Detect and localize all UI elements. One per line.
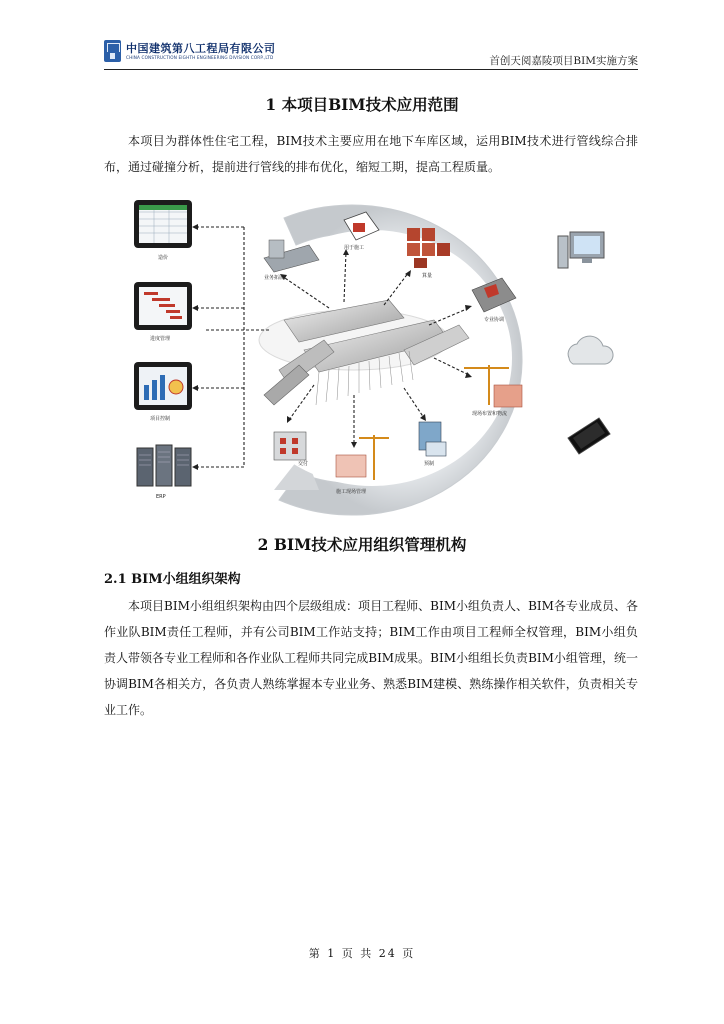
company-name-en: CHINA CONSTRUCTION EIGHTH ENGINEERING DIVISION CORP.,LTD xyxy=(126,55,274,60)
bim-application-diagram xyxy=(104,190,644,520)
ring-label-coordination: 专业协调 xyxy=(484,317,505,323)
section-2-1-paragraph: 本项目BIM小组组织架构由四个层级组成：项目工程师、BIM小组负责人、BIM各专业成员、各作业队BIM责任工程师，并有公司BIM工作站支持；BIM工作由项目工程师全权管理，BIM小组负责人带领各专业工程师和各作业队工程师共同完成BIM成果。BIM小组组长负责BIM小组管理，统一协调BIM各相关方，各负责人熟练掌握本专业业务、熟悉BIM建模、熟练操作相关软件，负责相关专业工作。 xyxy=(104,599,638,717)
erp-server-icon xyxy=(137,445,191,486)
control-label: 项目控制 xyxy=(150,416,171,422)
section-2-1-heading: 2.1 BIM小组组织架构 xyxy=(104,572,241,587)
section-1-paragraph: 本项目为群体性住宅工程，BIM技术主要应用在地下车库区域，运用BIM技术进行管线综合排布，通过碰撞分析，提前进行管线的排布优化，缩短工期，提高工程质量。 xyxy=(104,134,638,174)
schedule-label: 进度管理 xyxy=(150,336,171,342)
ring-label-handover: 交付 xyxy=(298,461,309,467)
handover-icon xyxy=(274,432,306,460)
company-logo-icon xyxy=(104,40,121,62)
desktop-computer-icon xyxy=(558,232,604,268)
company-name-cn: 中国建筑第八工程局有限公司 xyxy=(126,42,276,55)
schedule-monitor-icon xyxy=(134,282,192,330)
ring-label-business: 业务拓展 xyxy=(264,275,285,281)
ring-label-prefab: 预制 xyxy=(424,461,435,467)
section-1-heading: 1 本项目BIM技术应用范围 xyxy=(265,95,459,114)
bim-diagram-graphic xyxy=(104,190,644,520)
cloud-icon xyxy=(568,336,613,364)
header-divider xyxy=(104,69,638,70)
ring-label-construction: 用于施工 xyxy=(344,245,365,251)
ring-label-site-management: 施工现场管理 xyxy=(336,489,367,495)
ring-label-logistics: 现场布置和物流 xyxy=(472,411,508,417)
control-monitor-icon xyxy=(134,362,192,410)
document-title: 首创天阅嘉陵项目BIM实施方案 xyxy=(489,55,638,67)
page-number: 第 1 页 共 24 页 xyxy=(308,947,416,960)
cost-label: 造价 xyxy=(158,255,169,261)
cost-monitor-icon xyxy=(134,200,192,248)
ring-label-quantity: 算量 xyxy=(422,273,433,279)
section-2-heading: 2 BIM技术应用组织管理机构 xyxy=(257,535,467,554)
erp-label: ERP xyxy=(156,494,166,500)
smartphone-icon xyxy=(568,418,610,454)
page-header xyxy=(104,38,638,70)
